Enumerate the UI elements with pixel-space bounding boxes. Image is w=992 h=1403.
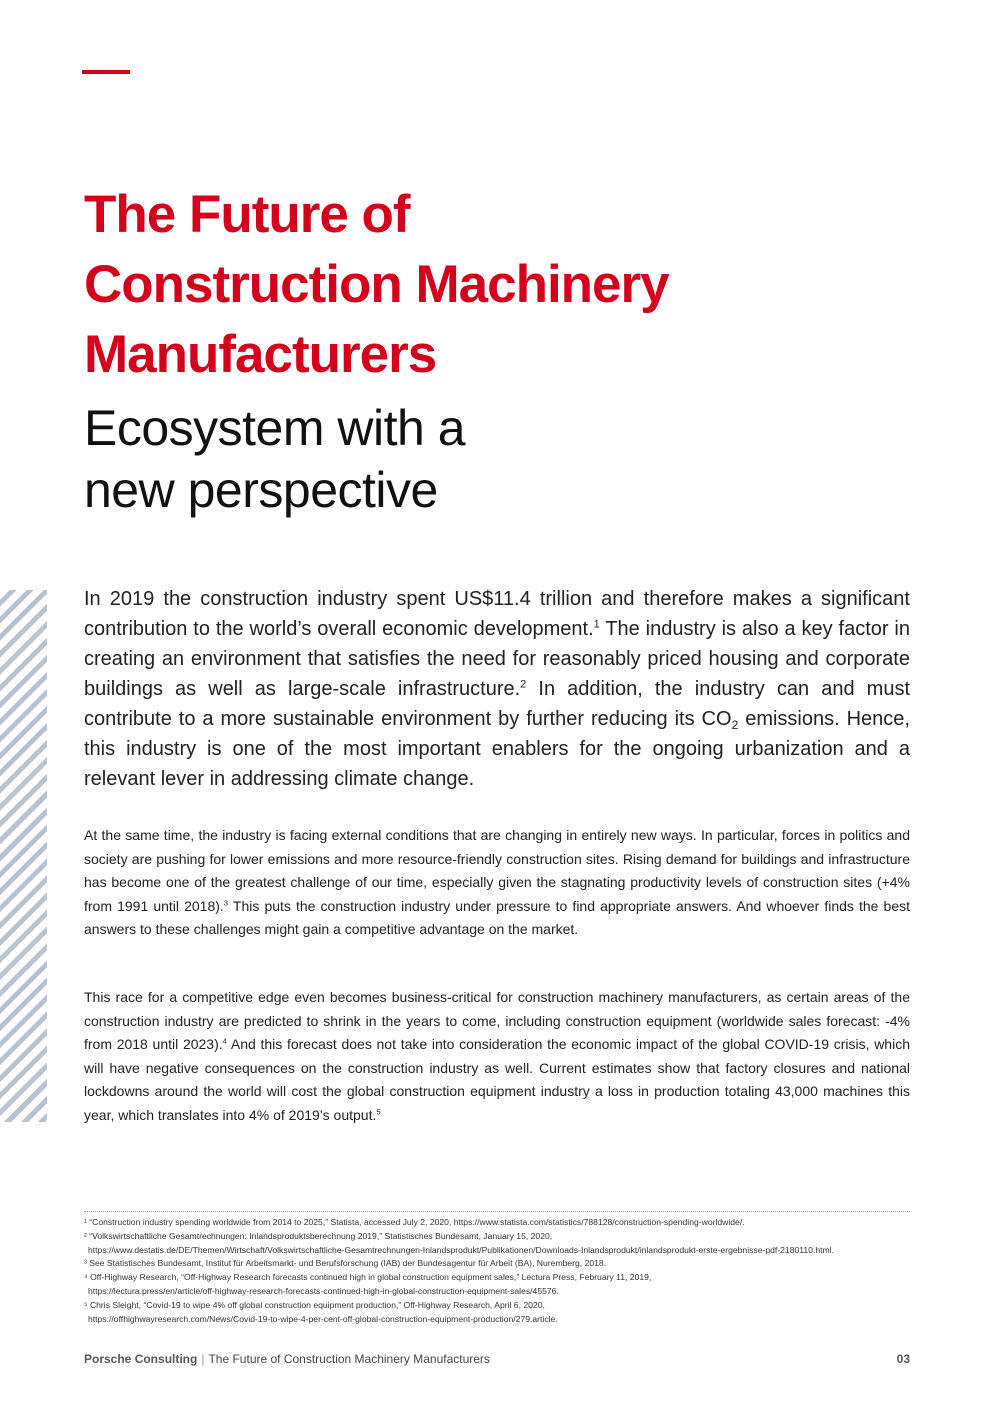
subtitle-line: new perspective [84, 462, 438, 518]
footnote-link[interactable]: https://lectura.press/en/article/off-highway-research-forecasts-continued-high-in-global-construction-equipment-sales/45576. [88, 1285, 559, 1296]
body-text: This race for a competitive edge even becomes business-critical for construction machinery manufacturers, as certain areas of the construction industry are predicted to shrink in the years to come, including construction equipment (worldwide sales forecast: -4% from 2018 until 2023). [84, 989, 910, 1052]
footnote-ref: 1 [593, 618, 600, 631]
footer-doc-title: The Future of Construction Machinery Manufacturers [208, 1352, 490, 1366]
subtitle-line: Ecosystem with a [84, 400, 466, 456]
page-title [84, 180, 884, 390]
footnote-ref: 5 [376, 1106, 381, 1116]
body-text: And this forecast does not take into consideration the economic impact of the global COVID-19 crisis, which will have negative consequences on the construction industry as well. Current estimates show that factory closures and national lockdowns around the world will cost the global construction equipment industry a loss in production totaling 43,000 machines this year, which translates into 4% of 2019’s output. [84, 1036, 910, 1123]
body-text: This puts the construction industry under pressure to find appropriate answers. And whoever finds the best answers to these challenges might gain a competitive advantage on the market. [84, 897, 911, 937]
footnote: ² “Volkswirtschaftliche Gesamtrechnungen: Inlandsproduktsberechnung 2019,” Statistisches Bundesamt, January 15, 2020, [84, 1230, 553, 1241]
accent-line [82, 70, 130, 74]
title-line: The Future of [84, 185, 410, 244]
lead-text: emissions. Hence, this industry is one of the most important enablers for the ongoing urbanization and a relevant lever in addressing climate change. [84, 708, 910, 790]
footnote-ref: 4 [222, 1036, 227, 1046]
page-number: 03 [896, 1352, 910, 1366]
title-line: Manufacturers [84, 325, 437, 384]
footnote-ref: 3 [223, 897, 229, 907]
footer-brand: Porsche Consulting [84, 1352, 198, 1366]
footnote: ¹ “Construction industry spending worldwide from 2014 to 2025,” Statista, accessed July 2, 2020, https://www.statista.com/statistics/788128/construction-spending-worldwide/. [84, 1217, 745, 1227]
footer-separator: | [201, 1352, 205, 1366]
body-paragraph [84, 824, 910, 942]
footnote-link[interactable]: https://offhighwayresearch.com/News/Covid-19-to-wipe-4-per-cent-off-global-construction-equipment-production/279.article. [88, 1313, 558, 1324]
subscript: 2 [731, 718, 739, 733]
lead-text: The industry is also a key factor in creating an environment that satisfies the need for reasonably priced housing and corporate buildings as well as large-scale infrastructure. [84, 618, 910, 700]
body-text: At the same time, the industry is facing external conditions that are changing in entirely new ways. In particular, forces in politics and society are pushing for lower emissions and more resource-friendly construction sites. Rising demand for buildings and infrastructure has become one of the greatest challenge of our time, especially given the stagnating productivity levels of construction sites (+4% from 1991 until 2018). [84, 827, 910, 914]
lead-paragraph [84, 584, 910, 794]
footnote: ³ See Statistisches Bundesamt, Institut für Arbeitsmarkt- und Berufsforschung (IAB) der Bundesagentur für Arbeit (BA), Nuremberg, 2018. [84, 1258, 607, 1269]
lead-text: In 2019 the construction industry spent US$11.4 trillion and therefore makes a significant contribution to the world’s overall economic development. [84, 588, 910, 640]
footnote: ⁴ Off-Highway Research, “Off-Highway Research forecasts continued high in global construction equipment sales,” Lectura Press, February 11, 2019, [84, 1272, 652, 1283]
footnote-ref: 2 [520, 678, 527, 691]
footnote-divider [84, 1211, 910, 1212]
footnote: ⁵ Chris Sleight, “Covid-19 to wipe 4% off global construction equipment production,” Off-Highway Research, April 6, 2020, [84, 1299, 545, 1310]
footnotes [84, 1216, 910, 1326]
footnote-link[interactable]: https://www.destatis.de/DE/Themen/Wirtschaft/Volkswirtschaftliche-Gesamtrechnungen-Inlandsprodukt/Publikationen/Downloads-Inlandsprodukt/inlandsprodukt-erste-ergebnisse-pdf-2180110.html. [88, 1244, 834, 1255]
lead-text: In addition, the industry can and must contribute to a more sustainable environment by further reducing its CO [84, 678, 910, 730]
decorative-stripes [0, 590, 47, 1122]
title-line: Construction Machinery [84, 255, 669, 314]
page-footer [84, 1352, 910, 1368]
body-paragraph [84, 986, 910, 1127]
page-subtitle [84, 397, 884, 521]
